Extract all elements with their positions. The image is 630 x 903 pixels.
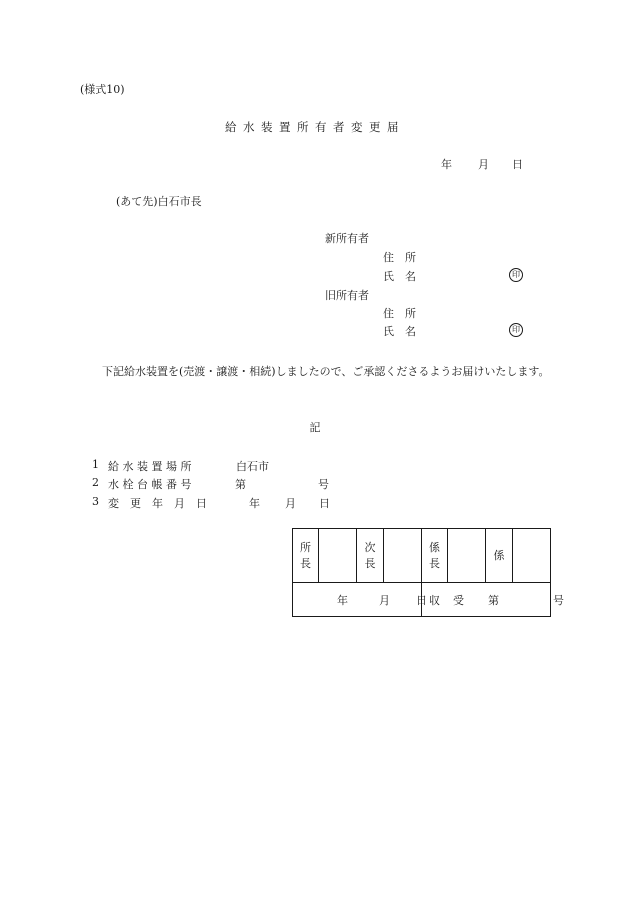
item-3-day: 日 [319,497,330,510]
new-owner-seal-mark: 印 [509,268,523,282]
date-month-label: 月 [478,158,489,171]
receipt-month: 月 [379,593,390,607]
header-deputy: 次 長 [357,529,383,583]
old-owner-name-label: 氏 名 [383,325,416,338]
receipt-number-cell [421,583,564,617]
notification-body-text: 下記給水装置を(売渡・譲渡・相続)しましたので、ご承認くださるようお届けいたします。 [102,365,550,378]
item-1-label: 給 水 装 置 場 所 [108,460,192,473]
old-owner-seal-mark: 印 [509,323,523,337]
item-2-number: 2 [92,476,99,489]
form-number: (様式10) [80,83,125,96]
receipt-go: 号 [552,593,564,607]
receipt-shu: 収 [428,593,440,607]
item-1-number: 1 [92,458,99,471]
date-year-label: 年 [441,158,452,171]
new-owner-name-label: 氏 名 [383,270,416,283]
approval-stamp-table [292,528,564,617]
receipt-day: 日 [416,593,427,607]
new-owner-address-label: 住 所 [383,251,416,264]
stamp-box-chief [319,529,357,583]
item-2-label: 水 栓 台 帳 番 号 [108,478,192,491]
receipt-dai: 第 [487,593,499,607]
stamp-box-staff [512,529,550,583]
item-3-month: 月 [285,497,296,510]
ki-heading: 記 [309,421,321,434]
header-chief: 所 長 [293,529,319,583]
header-staff: 係 [486,529,512,583]
old-owner-label: 旧所有者 [325,289,369,302]
header-section-chief: 係 長 [421,529,447,583]
date-day-label: 日 [512,158,523,171]
item-3-label: 変 更 年 月 日 [108,497,207,510]
item-3-number: 3 [92,495,99,508]
item-2-suffix: 号 [318,478,329,491]
receipt-ju: 受 [452,593,464,607]
receipt-date-cell [293,583,427,617]
stamp-box-section-chief [448,529,486,583]
stamp-box-deputy [383,529,421,583]
old-owner-address-label: 住 所 [383,307,416,320]
item-1-value: 白石市 [236,460,269,473]
item-3-year: 年 [249,497,260,510]
addressee: (あて先)白石市長 [116,195,202,208]
new-owner-label: 新所有者 [325,232,369,245]
receipt-year: 年 [337,593,348,607]
item-2-prefix: 第 [235,478,246,491]
document-title: 給水装置所有者変更届 [225,120,405,134]
